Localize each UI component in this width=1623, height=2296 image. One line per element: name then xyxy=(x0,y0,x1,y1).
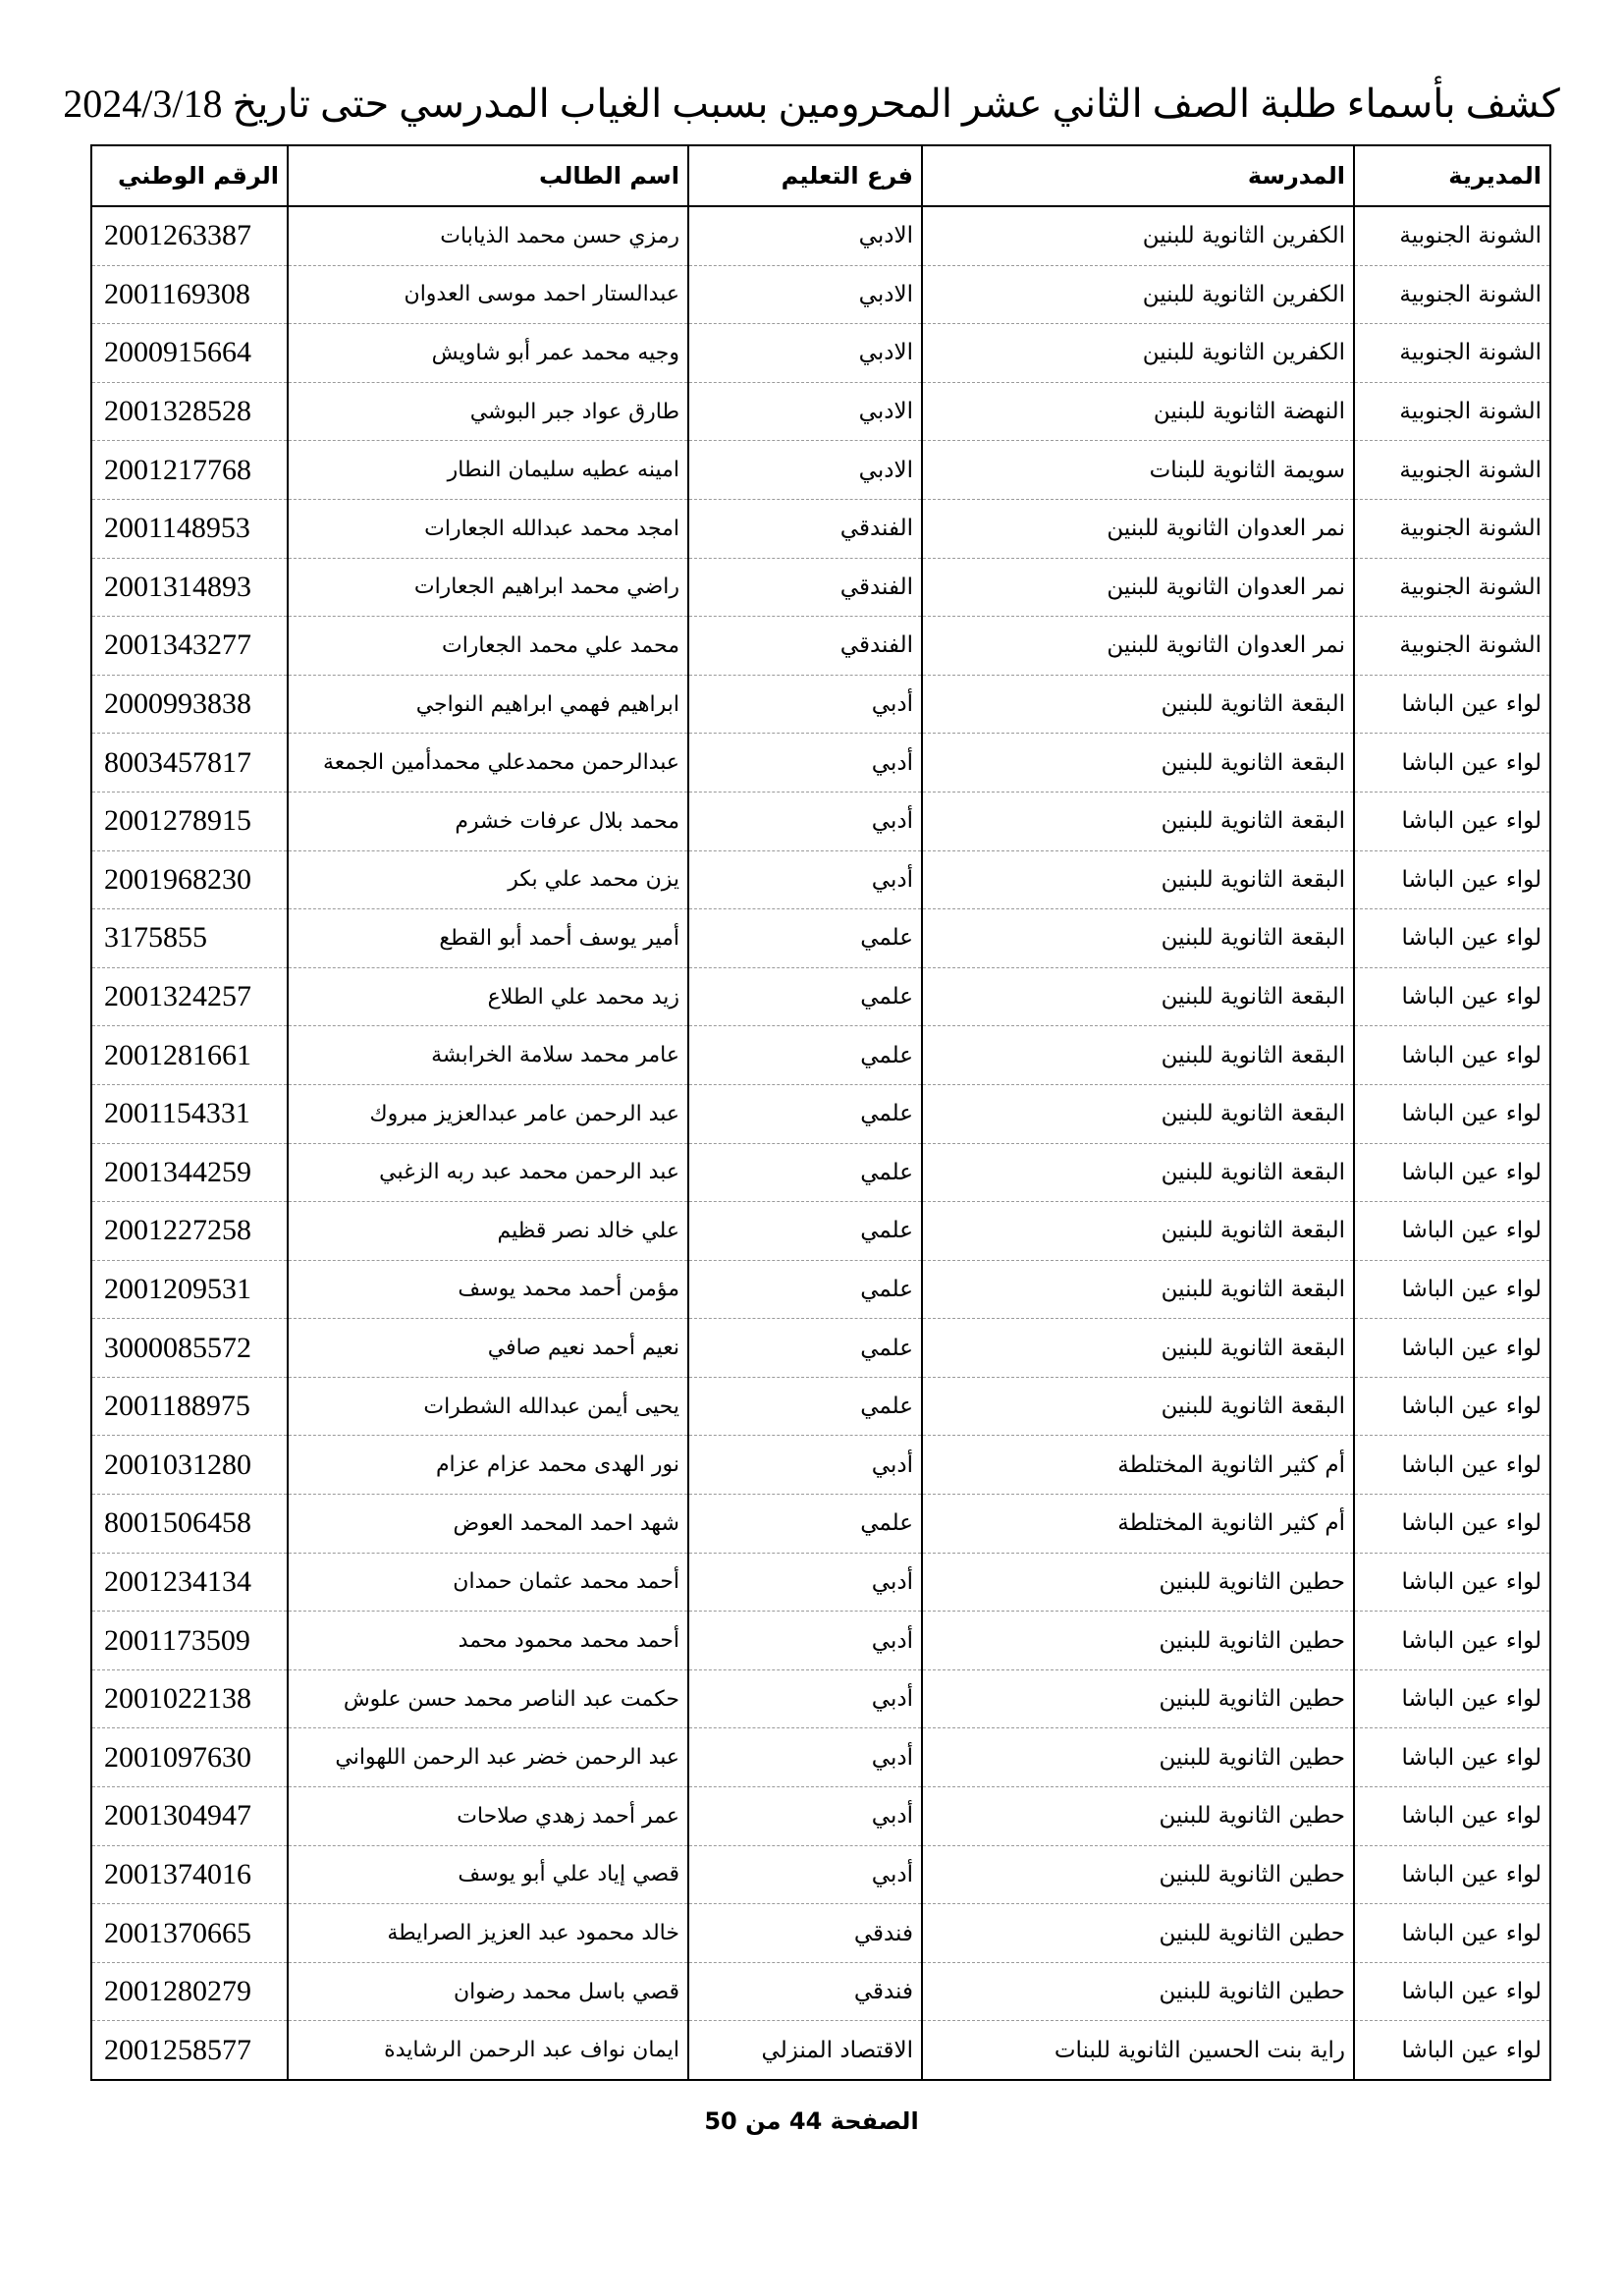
cell-school: البقعة الثانوية للبنين xyxy=(922,792,1354,850)
table-row xyxy=(91,1612,1550,1670)
cell-branch: الادبي xyxy=(688,441,922,500)
cell-school: البقعة الثانوية للبنين xyxy=(922,850,1354,909)
cell-national-id: 2001324257 xyxy=(91,967,288,1026)
table-row xyxy=(91,1904,1550,1963)
cell-branch: أدبي xyxy=(688,1669,922,1728)
table-row xyxy=(91,1377,1550,1436)
cell-national-id: 2001328528 xyxy=(91,382,288,441)
cell-student-name: أحمد محمد محمود محمد xyxy=(288,1612,688,1670)
cell-school: البقعة الثانوية للبنين xyxy=(922,1084,1354,1143)
cell-branch: علمي xyxy=(688,1377,922,1436)
cell-student-name: حكمت عبد الناصر محمد حسن علوش xyxy=(288,1669,688,1728)
cell-national-id: 2000915664 xyxy=(91,324,288,383)
cell-branch: الادبي xyxy=(688,382,922,441)
cell-directorate: الشونة الجنوبية xyxy=(1354,441,1550,500)
table-row xyxy=(91,850,1550,909)
table-header-row xyxy=(91,145,1550,206)
cell-directorate: لواء عين الباشا xyxy=(1354,1787,1550,1846)
cell-directorate: لواء عين الباشا xyxy=(1354,675,1550,734)
table-row xyxy=(91,441,1550,500)
table-row xyxy=(91,558,1550,617)
cell-student-name: زيد محمد علي الطلاع xyxy=(288,967,688,1026)
cell-school: النهضة الثانوية للبنين xyxy=(922,382,1354,441)
cell-directorate: لواء عين الباشا xyxy=(1354,909,1550,968)
cell-branch: علمي xyxy=(688,1319,922,1378)
cell-directorate: لواء عين الباشا xyxy=(1354,1202,1550,1261)
header-national-id: الرقم الوطني xyxy=(91,145,288,206)
table-row xyxy=(91,675,1550,734)
cell-national-id: 2001097630 xyxy=(91,1728,288,1787)
cell-branch: أدبي xyxy=(688,792,922,850)
cell-branch: الفندقي xyxy=(688,558,922,617)
cell-directorate: الشونة الجنوبية xyxy=(1354,265,1550,324)
cell-national-id: 2001227258 xyxy=(91,1202,288,1261)
table-row xyxy=(91,499,1550,558)
cell-branch: علمي xyxy=(688,1084,922,1143)
table-row xyxy=(91,1260,1550,1319)
cell-directorate: لواء عين الباشا xyxy=(1354,1553,1550,1612)
cell-student-name: يحيى أيمن عبدالله الشطرات xyxy=(288,1377,688,1436)
cell-student-name: قصي باسل محمد رضوان xyxy=(288,1962,688,2021)
cell-branch: علمي xyxy=(688,967,922,1026)
cell-directorate: لواء عين الباشا xyxy=(1354,1495,1550,1554)
table-row xyxy=(91,1143,1550,1202)
table-row xyxy=(91,265,1550,324)
header-directorate: المديرية xyxy=(1354,145,1550,206)
cell-branch: أدبي xyxy=(688,1612,922,1670)
cell-school: البقعة الثانوية للبنين xyxy=(922,1143,1354,1202)
cell-branch: علمي xyxy=(688,1143,922,1202)
cell-branch: علمي xyxy=(688,1202,922,1261)
students-table xyxy=(90,144,1551,2081)
table-row xyxy=(91,1553,1550,1612)
cell-national-id: 2001154331 xyxy=(91,1084,288,1143)
cell-directorate: الشونة الجنوبية xyxy=(1354,558,1550,617)
cell-national-id: 2001968230 xyxy=(91,850,288,909)
cell-national-id: 2001188975 xyxy=(91,1377,288,1436)
cell-school: البقعة الثانوية للبنين xyxy=(922,1202,1354,1261)
cell-branch: الفندقي xyxy=(688,499,922,558)
cell-branch: الفندقي xyxy=(688,617,922,676)
cell-school: البقعة الثانوية للبنين xyxy=(922,675,1354,734)
cell-school: أم كثير الثانوية المختلطة xyxy=(922,1495,1354,1554)
cell-directorate: الشونة الجنوبية xyxy=(1354,382,1550,441)
cell-school: حطين الثانوية للبنين xyxy=(922,1962,1354,2021)
cell-student-name: عبدالرحمن محمدعلي محمدأمين الجمعة xyxy=(288,734,688,793)
cell-branch: أدبي xyxy=(688,675,922,734)
cell-directorate: لواء عين الباشا xyxy=(1354,1728,1550,1787)
cell-school: نمر العدوان الثانوية للبنين xyxy=(922,617,1354,676)
cell-school: حطين الثانوية للبنين xyxy=(922,1669,1354,1728)
cell-school: سويمة الثانوية للبنات xyxy=(922,441,1354,500)
cell-student-name: طارق عواد جبر البوشي xyxy=(288,382,688,441)
table-row xyxy=(91,1728,1550,1787)
cell-branch: أدبي xyxy=(688,1787,922,1846)
cell-national-id: 2001209531 xyxy=(91,1260,288,1319)
cell-branch: الادبي xyxy=(688,324,922,383)
cell-student-name: قصي إياد علي أبو يوسف xyxy=(288,1845,688,1904)
cell-branch: أدبي xyxy=(688,1845,922,1904)
cell-directorate: لواء عين الباشا xyxy=(1354,1377,1550,1436)
cell-school: راية بنت الحسين الثانوية للبنات xyxy=(922,2021,1354,2080)
cell-student-name: امينه عطيه سليمان النطار xyxy=(288,441,688,500)
cell-directorate: الشونة الجنوبية xyxy=(1354,206,1550,265)
table-body xyxy=(91,206,1550,2080)
cell-branch: علمي xyxy=(688,909,922,968)
cell-school: البقعة الثانوية للبنين xyxy=(922,734,1354,793)
cell-branch: أدبي xyxy=(688,1728,922,1787)
cell-student-name: محمد علي محمد الجعارات xyxy=(288,617,688,676)
table-row xyxy=(91,206,1550,265)
table-row xyxy=(91,1787,1550,1846)
cell-student-name: أمير يوسف أحمد أبو القطع xyxy=(288,909,688,968)
cell-branch: فندقي xyxy=(688,1962,922,2021)
cell-student-name: عبدالستار احمد موسى العدوان xyxy=(288,265,688,324)
cell-national-id: 3000085572 xyxy=(91,1319,288,1378)
table-row xyxy=(91,792,1550,850)
cell-school: حطين الثانوية للبنين xyxy=(922,1553,1354,1612)
cell-school: حطين الثانوية للبنين xyxy=(922,1612,1354,1670)
table-row xyxy=(91,1202,1550,1261)
cell-branch: أدبي xyxy=(688,1553,922,1612)
cell-directorate: الشونة الجنوبية xyxy=(1354,324,1550,383)
cell-national-id: 2001169308 xyxy=(91,265,288,324)
cell-student-name: عبد الرحمن محمد عبد ربه الزغبي xyxy=(288,1143,688,1202)
cell-branch: علمي xyxy=(688,1026,922,1085)
cell-national-id: 2001263387 xyxy=(91,206,288,265)
cell-directorate: الشونة الجنوبية xyxy=(1354,499,1550,558)
cell-directorate: لواء عين الباشا xyxy=(1354,1319,1550,1378)
cell-directorate: لواء عين الباشا xyxy=(1354,1084,1550,1143)
table-row xyxy=(91,1962,1550,2021)
cell-directorate: لواء عين الباشا xyxy=(1354,850,1550,909)
cell-student-name: علي خالد نصر قظيم xyxy=(288,1202,688,1261)
cell-school: نمر العدوان الثانوية للبنين xyxy=(922,558,1354,617)
cell-student-name: محمد بلال عرفات خشرم xyxy=(288,792,688,850)
cell-school: البقعة الثانوية للبنين xyxy=(922,1377,1354,1436)
cell-school: الكفرين الثانوية للبنين xyxy=(922,324,1354,383)
cell-student-name: عامر محمد سلامة الخرابشة xyxy=(288,1026,688,1085)
cell-directorate: لواء عين الباشا xyxy=(1354,792,1550,850)
cell-student-name: شهد احمد المحمد العوض xyxy=(288,1495,688,1554)
cell-school: حطين الثانوية للبنين xyxy=(922,1904,1354,1963)
table-row xyxy=(91,382,1550,441)
cell-directorate: لواء عين الباشا xyxy=(1354,2021,1550,2080)
cell-directorate: الشونة الجنوبية xyxy=(1354,617,1550,676)
cell-school: حطين الثانوية للبنين xyxy=(922,1787,1354,1846)
cell-branch: علمي xyxy=(688,1495,922,1554)
cell-national-id: 2001374016 xyxy=(91,1845,288,1904)
table-row xyxy=(91,909,1550,968)
cell-national-id: 2001280279 xyxy=(91,1962,288,2021)
cell-branch: الادبي xyxy=(688,265,922,324)
cell-student-name: ابراهيم فهمي ابراهيم النواجي xyxy=(288,675,688,734)
cell-national-id: 2001234134 xyxy=(91,1553,288,1612)
cell-student-name: ايمان نواف عبد الرحمن الرشايدة xyxy=(288,2021,688,2080)
page-title: كشف بأسماء طلبة الصف الثاني عشر المحرومين بسبب الغياب المدرسي حتى تاريخ 2024/3/18 xyxy=(63,82,1560,126)
cell-national-id: 2001031280 xyxy=(91,1436,288,1495)
cell-national-id: 2001344259 xyxy=(91,1143,288,1202)
cell-branch: الادبي xyxy=(688,206,922,265)
cell-branch: أدبي xyxy=(688,734,922,793)
table-row xyxy=(91,1026,1550,1085)
cell-directorate: لواء عين الباشا xyxy=(1354,1260,1550,1319)
cell-student-name: أحمد محمد عثمان حمدان xyxy=(288,1553,688,1612)
cell-student-name: مؤمن أحمد محمد يوسف xyxy=(288,1260,688,1319)
cell-student-name: وجيه محمد عمر أبو شاويش xyxy=(288,324,688,383)
cell-school: البقعة الثانوية للبنين xyxy=(922,967,1354,1026)
header-branch: فرع التعليم xyxy=(688,145,922,206)
cell-national-id: 2001370665 xyxy=(91,1904,288,1963)
cell-student-name: خالد محمود عبد العزيز الصرايطة xyxy=(288,1904,688,1963)
cell-school: حطين الثانوية للبنين xyxy=(922,1728,1354,1787)
cell-national-id: 3175855 xyxy=(91,909,288,968)
table-row xyxy=(91,1669,1550,1728)
cell-directorate: لواء عين الباشا xyxy=(1354,734,1550,793)
cell-school: البقعة الثانوية للبنين xyxy=(922,1260,1354,1319)
cell-student-name: عبد الرحمن عامر عبدالعزيز مبروك xyxy=(288,1084,688,1143)
cell-branch: علمي xyxy=(688,1260,922,1319)
cell-directorate: لواء عين الباشا xyxy=(1354,1962,1550,2021)
header-student-name: اسم الطالب xyxy=(288,145,688,206)
page-number-footer: الصفحة 44 من 50 xyxy=(704,2107,919,2135)
cell-school: حطين الثانوية للبنين xyxy=(922,1845,1354,1904)
cell-school: البقعة الثانوية للبنين xyxy=(922,1319,1354,1378)
cell-national-id: 2000993838 xyxy=(91,675,288,734)
cell-directorate: لواء عين الباشا xyxy=(1354,1143,1550,1202)
table-row xyxy=(91,2021,1550,2080)
cell-school: البقعة الثانوية للبنين xyxy=(922,1026,1354,1085)
cell-student-name: يزن محمد علي بكر xyxy=(288,850,688,909)
cell-school: البقعة الثانوية للبنين xyxy=(922,909,1354,968)
cell-student-name: نور الهدى محمد عزام عزام xyxy=(288,1436,688,1495)
cell-student-name: رمزي حسن محمد الذيابات xyxy=(288,206,688,265)
cell-branch: فندقي xyxy=(688,1904,922,1963)
cell-school: الكفرين الثانوية للبنين xyxy=(922,206,1354,265)
table-row xyxy=(91,1084,1550,1143)
cell-school: نمر العدوان الثانوية للبنين xyxy=(922,499,1354,558)
cell-student-name: راضي محمد ابراهيم الجعارات xyxy=(288,558,688,617)
cell-national-id: 2001258577 xyxy=(91,2021,288,2080)
cell-directorate: لواء عين الباشا xyxy=(1354,1669,1550,1728)
cell-branch: أدبي xyxy=(688,1436,922,1495)
cell-student-name: عبد الرحمن خضر عبد الرحمن اللهواني xyxy=(288,1728,688,1787)
cell-national-id: 8003457817 xyxy=(91,734,288,793)
table-row xyxy=(91,617,1550,676)
cell-student-name: امجد محمد عبدالله الجعارات xyxy=(288,499,688,558)
cell-national-id: 2001278915 xyxy=(91,792,288,850)
cell-national-id: 2001281661 xyxy=(91,1026,288,1085)
cell-directorate: لواء عين الباشا xyxy=(1354,967,1550,1026)
cell-national-id: 2001343277 xyxy=(91,617,288,676)
cell-national-id: 2001173509 xyxy=(91,1612,288,1670)
table-row xyxy=(91,1436,1550,1495)
cell-national-id: 2001304947 xyxy=(91,1787,288,1846)
table-row xyxy=(91,324,1550,383)
cell-branch: الاقتصاد المنزلي xyxy=(688,2021,922,2080)
cell-directorate: لواء عين الباشا xyxy=(1354,1904,1550,1963)
cell-branch: أدبي xyxy=(688,850,922,909)
cell-national-id: 2001022138 xyxy=(91,1669,288,1728)
cell-national-id: 2001148953 xyxy=(91,499,288,558)
table-row xyxy=(91,734,1550,793)
cell-national-id: 2001314893 xyxy=(91,558,288,617)
cell-directorate: لواء عين الباشا xyxy=(1354,1026,1550,1085)
cell-national-id: 2001217768 xyxy=(91,441,288,500)
cell-directorate: لواء عين الباشا xyxy=(1354,1845,1550,1904)
cell-national-id: 8001506458 xyxy=(91,1495,288,1554)
cell-directorate: لواء عين الباشا xyxy=(1354,1436,1550,1495)
cell-student-name: نعيم أحمد نعيم صافي xyxy=(288,1319,688,1378)
table-row xyxy=(91,1495,1550,1554)
table-row xyxy=(91,967,1550,1026)
header-school: المدرسة xyxy=(922,145,1354,206)
cell-student-name: عمر أحمد زهدي صلاحات xyxy=(288,1787,688,1846)
cell-school: أم كثير الثانوية المختلطة xyxy=(922,1436,1354,1495)
table-row xyxy=(91,1319,1550,1378)
table-row xyxy=(91,1845,1550,1904)
cell-school: الكفرين الثانوية للبنين xyxy=(922,265,1354,324)
cell-directorate: لواء عين الباشا xyxy=(1354,1612,1550,1670)
